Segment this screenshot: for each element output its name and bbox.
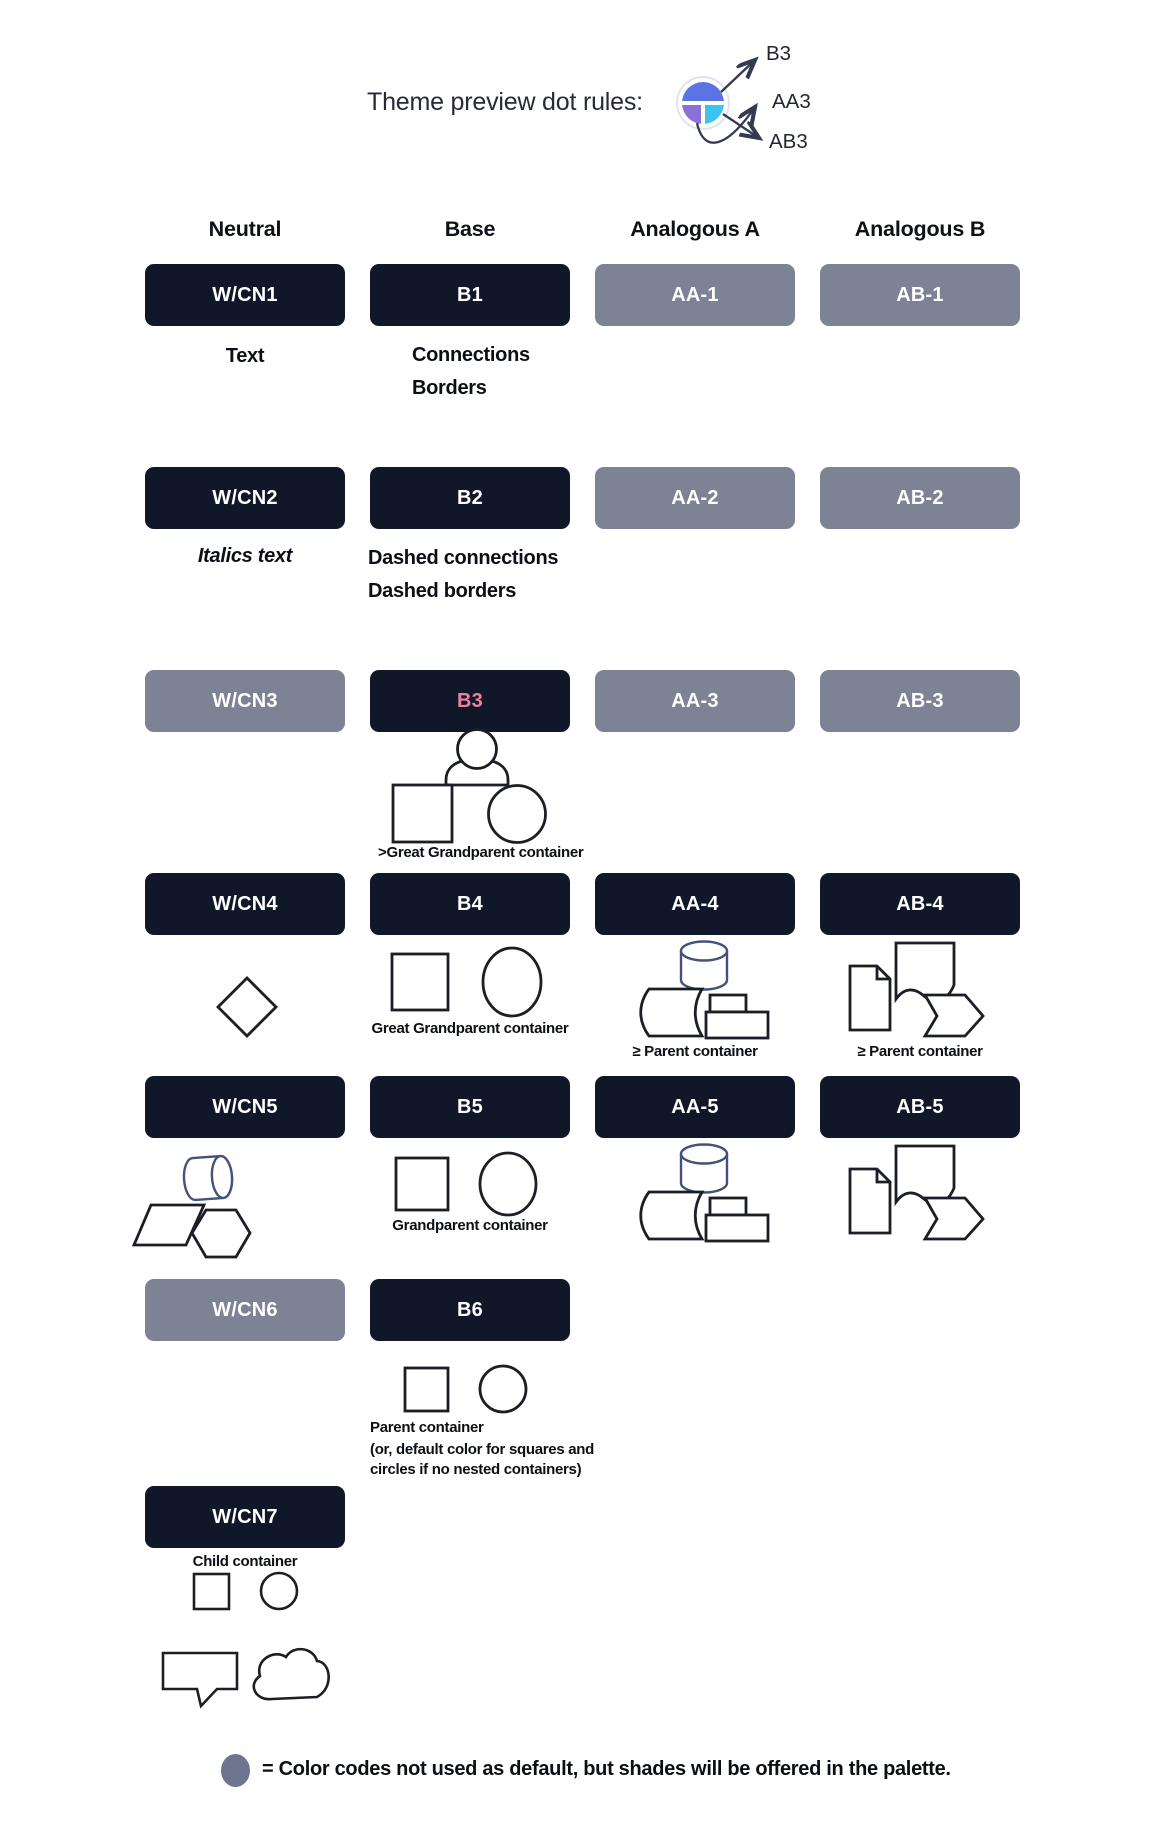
- square-shape: [405, 1368, 448, 1411]
- circle-shape: [489, 786, 546, 843]
- swatch-wcn3: W/CN3: [145, 670, 345, 732]
- person-shape: [446, 761, 508, 785]
- speech-bubble-shape: [163, 1653, 237, 1706]
- swatch-b5: B5: [370, 1076, 570, 1138]
- page-title: Theme preview dot rules:: [367, 88, 643, 116]
- caption-parent: Parent container: [370, 1419, 484, 1436]
- swatch-wcn7: W/CN7: [145, 1486, 345, 1548]
- cloud-shape: [254, 1649, 329, 1699]
- square-shape: [393, 785, 452, 842]
- caption-great-grandparent: Great Grandparent container: [371, 1020, 569, 1037]
- ab5-shapes: [850, 1146, 983, 1239]
- chevron-shape: [925, 995, 983, 1036]
- hexagon-shape: [192, 1210, 250, 1257]
- caption-parent-note-1: (or, default color for squares and: [370, 1441, 595, 1458]
- dot-gap-vertical: [701, 103, 705, 124]
- swatch-aa4: AA-4: [595, 873, 795, 935]
- cylinder-top-shape: [681, 942, 727, 961]
- document-fold-shape: [877, 966, 890, 979]
- caption-dashed-connections: Dashed connections: [368, 547, 559, 569]
- swatch-ab3: AB-3: [820, 670, 1020, 732]
- square-shape: [392, 954, 448, 1010]
- horizontal-cylinder-shape: [183, 1155, 234, 1200]
- caption-great-grandparent-gt: >Great Grandparent container: [378, 844, 584, 861]
- aa-shapes: [641, 942, 768, 1039]
- wavy-banner-shape: [896, 943, 954, 1001]
- circle-shape: [483, 948, 541, 1016]
- arrow-to-ab3: [723, 114, 759, 138]
- swatch-aa1: AA-1: [595, 264, 795, 326]
- dot-label-ab3: AB3: [769, 130, 808, 153]
- swatch-ab2: AB-2: [820, 467, 1020, 529]
- theme-preview-dot-icon: [682, 82, 724, 124]
- swatch-b4: B4: [370, 873, 570, 935]
- circle-shape: [480, 1366, 526, 1412]
- swatch-wcn1: W/CN1: [145, 264, 345, 326]
- swatch-b3: B3: [370, 670, 570, 732]
- square-shape: [396, 1158, 448, 1210]
- swatch-wcn5: W/CN5: [145, 1076, 345, 1138]
- cylinder-shape: [681, 951, 727, 990]
- swatch-aa2: AA-2: [595, 467, 795, 529]
- swatch-ab4: AB-4: [820, 873, 1020, 935]
- caption-dashed-borders: Dashed borders: [368, 580, 517, 602]
- caption-child: Child container: [192, 1553, 298, 1570]
- legend-text: = Color codes not used as default, but shades will be offered in the palette.: [262, 1758, 951, 1780]
- swatch-wcn4: W/CN4: [145, 873, 345, 935]
- parallelogram-shape: [134, 1205, 204, 1245]
- swatch-b2: B2: [370, 467, 570, 529]
- square-shape: [194, 1574, 229, 1609]
- arrow-to-b3: [721, 60, 755, 92]
- stored-data-shape: [641, 989, 702, 1036]
- caption-parent-note-2: circles if no nested containers): [370, 1461, 582, 1478]
- caption-italics-text: Italics text: [197, 545, 293, 567]
- caption-grandparent: Grandparent container: [392, 1217, 548, 1234]
- ab-shapes: [850, 943, 983, 1036]
- b3-shapes: [393, 730, 546, 843]
- diamond-shape: [218, 978, 276, 1036]
- b4-shapes: [392, 948, 541, 1016]
- swatch-ab1: AB-1: [820, 264, 1020, 326]
- document-shape: [850, 966, 890, 1030]
- legend-gray-dot-icon: [221, 1754, 250, 1787]
- caption-borders: Borders: [412, 377, 487, 399]
- caption-connections: Connections: [412, 344, 530, 366]
- swatch-wcn6: W/CN6: [145, 1279, 345, 1341]
- dot-label-aa3: AA3: [772, 90, 811, 113]
- b5-shapes: [396, 1153, 536, 1215]
- dot-label-b3: B3: [766, 42, 792, 65]
- swatch-wcn2: W/CN2: [145, 467, 345, 529]
- caption-gte-parent-aa: ≥ Parent container: [632, 1043, 758, 1060]
- column-header-neutral: Neutral: [208, 217, 282, 241]
- wcn7-shapes: [163, 1573, 329, 1706]
- circle-shape: [480, 1153, 536, 1215]
- circle-shape: [261, 1573, 297, 1609]
- b6-shapes: [405, 1366, 526, 1412]
- column-header-analogous-b: Analogous B: [854, 217, 986, 241]
- swatch-aa5: AA-5: [595, 1076, 795, 1138]
- caption-text: Text: [225, 345, 265, 367]
- person-head-shape: [458, 730, 497, 769]
- caption-gte-parent-ab: ≥ Parent container: [857, 1043, 983, 1060]
- swatch-b1: B1: [370, 264, 570, 326]
- tab-shape: [710, 995, 746, 1012]
- aa5-shapes: [641, 1145, 768, 1242]
- column-header-analogous-a: Analogous A: [630, 217, 760, 241]
- swatch-b6: B6: [370, 1279, 570, 1341]
- wcn5-shapes: [134, 1155, 250, 1257]
- column-header-base: Base: [444, 217, 496, 241]
- tabbed-rect-shape: [706, 1012, 768, 1038]
- horizontal-cylinder-end-shape: [211, 1155, 234, 1198]
- swatch-aa3: AA-3: [595, 670, 795, 732]
- swatch-ab5: AB-5: [820, 1076, 1020, 1138]
